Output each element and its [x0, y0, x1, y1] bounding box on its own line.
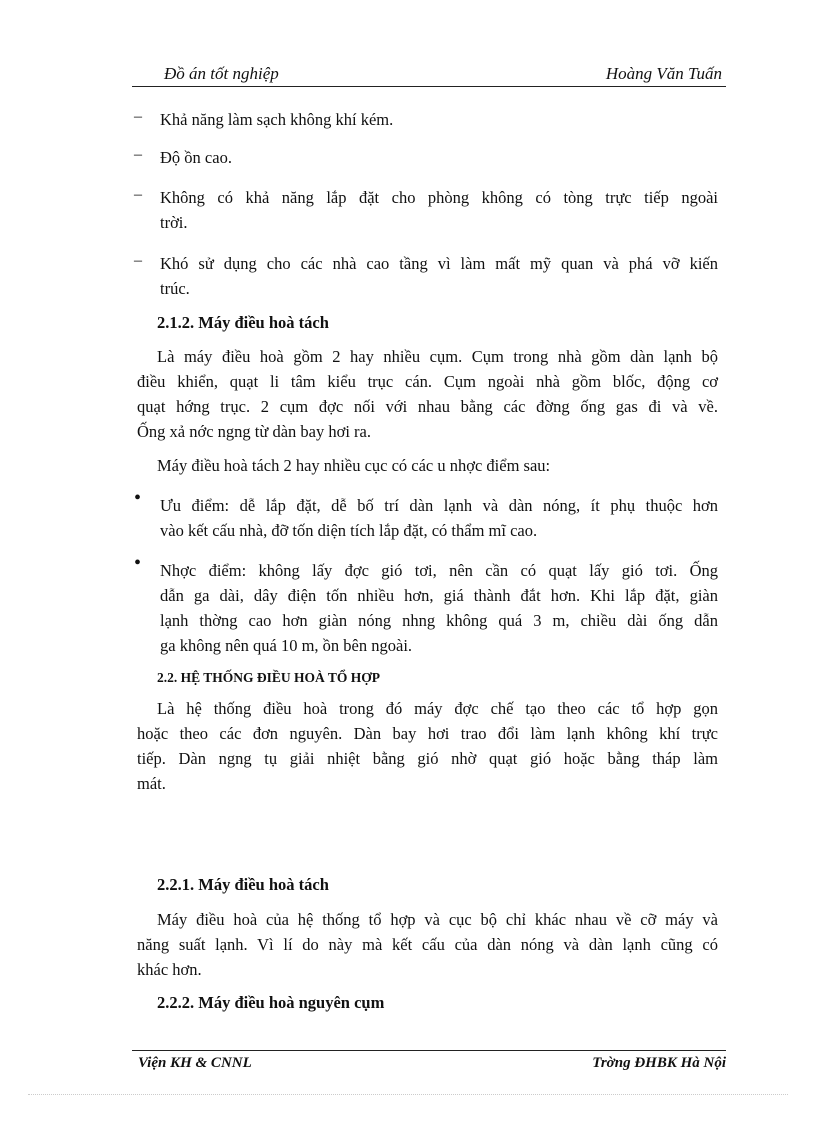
header-left: Đồ án tốt nghiệp [164, 64, 279, 83]
paragraph-line: năng suất lạnh. Vì lí do này mà kết cấu của dàn nóng và dàn lạnh cũng có [137, 935, 718, 954]
paragraph-line: hoặc theo các đơn nguyên. Dàn bay hơi trao đổi làm lạnh không khí trực [137, 724, 718, 743]
bullet-line: lạnh thờng cao hơn giàn nóng nhng không quá 3 m, chiều dài ống dẫn [160, 611, 718, 630]
dash-marker: – [134, 252, 142, 269]
bullet-line: ga không nên quá 10 m, ồn bên ngoài. [160, 636, 413, 655]
paragraph-line: Máy điều hoà tách 2 hay nhiều cục có các u nhợc điểm sau: [157, 456, 551, 475]
paragraph-line: Là hệ thống điều hoà trong đó máy đợc chế tạo theo các tổ hợp gọn [157, 699, 718, 718]
page-bottom-divider [28, 1094, 788, 1095]
paragraph-line: tiếp. Dàn ngng tụ giải nhiệt bằng gió nhờ quạt gió hoặc bằng tháp làm [137, 749, 718, 768]
dash-marker: – [134, 186, 142, 203]
section-heading: 2.1.2. Máy điều hoà tách [157, 313, 329, 332]
section-heading: 2.2.1. Máy điều hoà tách [157, 875, 329, 894]
paragraph-line: Là máy điều hoà gồm 2 hay nhiều cụm. Cụm trong nhà gồm dàn lạnh bộ [157, 347, 718, 366]
bullet-marker: • [134, 552, 142, 574]
list-item-line: Khó sử dụng cho các nhà cao tầng vì làm mất mỹ quan và phá vỡ kiến [160, 254, 718, 273]
bullet-line: vào kết cấu nhà, đỡ tốn diện tích lắp đặt, có thẩm mĩ cao. [160, 521, 538, 540]
bullet-line: dẫn ga dài, dây điện tốn nhiều hơn, giá thành đắt hơn. Khi lắp đặt, giàn [160, 586, 718, 605]
page-header [132, 64, 726, 87]
list-item: Độ ồn cao. [160, 148, 232, 167]
paragraph-line: khác hơn. [137, 960, 202, 979]
paragraph-line: Máy điều hoà của hệ thống tổ hợp và cục bộ chỉ khác nhau về cỡ máy và [157, 910, 718, 929]
footer-left: Viện KH & CNNL [138, 1055, 252, 1071]
list-item-line: trúc. [160, 279, 190, 298]
section-heading: 2.2. HỆ THỐNG ĐIỀU HOÀ TỔ HỢP [157, 670, 381, 685]
paragraph-line: điều khiển, quạt li tâm kiểu trục cán. Cụm ngoài nhà gồm blốc, động cơ [137, 372, 718, 391]
paragraph-line: mát. [137, 774, 166, 793]
footer-right: Trờng ĐHBK Hà Nội [592, 1055, 726, 1071]
bullet-marker: • [134, 487, 142, 509]
header-right: Hoàng Văn Tuấn [605, 64, 722, 83]
paragraph-line: Ống xả nớc ngng từ dàn bay hơi ra. [137, 422, 371, 441]
list-item: Khả năng làm sạch không khí kém. [160, 110, 394, 129]
bullet-line: Nhợc điểm: không lấy đợc gió tơi, nên cần có quạt lấy gió tơi. Ống [160, 561, 718, 580]
page-footer [132, 1050, 726, 1071]
list-item-line: Không có khả năng lắp đặt cho phòng không có tòng trực tiếp ngoài [160, 188, 718, 207]
list-item-line: trời. [160, 213, 188, 232]
dash-marker: – [134, 146, 142, 163]
paragraph-line: quạt hớng trục. 2 cụm đợc nối với nhau bằng các đờng ống gas đi và về. [137, 397, 718, 416]
section-heading: 2.2.2. Máy điều hoà nguyên cụm [157, 993, 385, 1012]
dash-marker: – [134, 108, 142, 125]
bullet-line: Ưu điểm: dễ lắp đặt, dễ bố trí dàn lạnh và dàn nóng, ít phụ thuộc hơn [160, 496, 718, 515]
